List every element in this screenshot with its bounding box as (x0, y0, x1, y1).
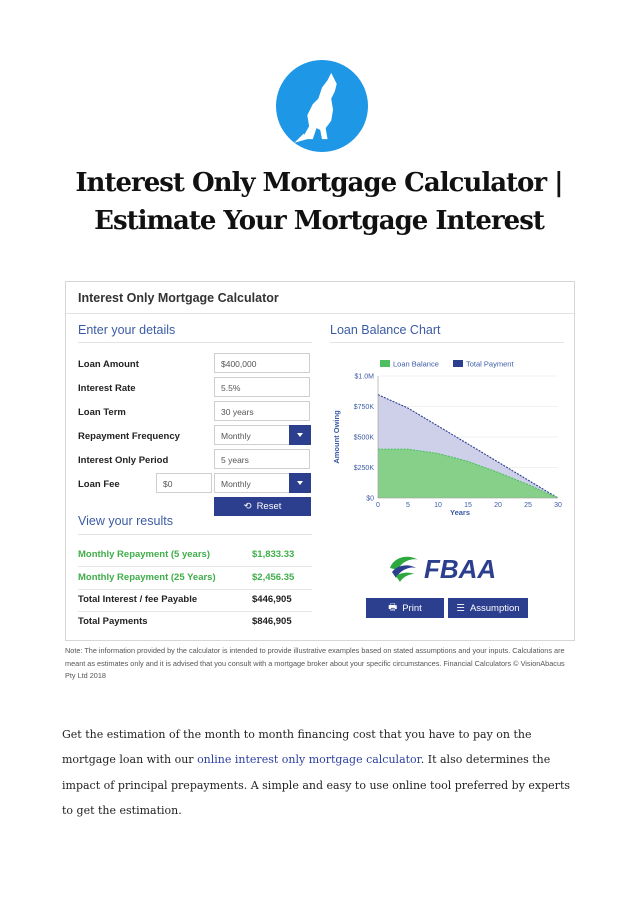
x-tick-label: 5 (406, 502, 410, 509)
calculator-header (66, 282, 574, 314)
x-tick-label: 15 (464, 502, 472, 509)
result-divider (78, 611, 312, 612)
result-divider (78, 589, 312, 590)
calculator-panel (65, 281, 575, 641)
loan-amount-label: Loan Amount (78, 359, 139, 370)
y-tick-label: $0 (366, 495, 374, 503)
repayment-frequency-label: Repayment Frequency (78, 431, 180, 442)
fbaa-logo-text: FBAA (424, 554, 497, 584)
repayment-frequency-dropdown-icon[interactable] (289, 425, 311, 445)
x-tick-label: 20 (494, 502, 502, 509)
loan-balance-chart (330, 354, 570, 534)
legend-swatch (453, 360, 463, 367)
reset-button[interactable] (214, 497, 311, 516)
result-value-total-payments: $846,905 (252, 616, 292, 627)
result-value-monthly-25y: $2,456.35 (252, 572, 295, 583)
result-value-monthly-5y: $1,833.33 (252, 549, 295, 560)
legend-swatch (380, 360, 390, 367)
y-tick-label: $1.0M (354, 373, 374, 381)
calculator-title: Interest Only Mortgage Calculator (78, 291, 279, 305)
loan-amount-input[interactable]: $400,000 (214, 353, 310, 373)
result-label-monthly-25y: Monthly Repayment (25 Years) (78, 572, 216, 583)
loan-term-input[interactable]: 30 years (214, 401, 310, 421)
x-tick-label: 0 (376, 502, 380, 509)
fbaa-logo (388, 550, 512, 586)
assumption-button-label: Assumption (469, 602, 520, 614)
result-label-monthly-5y: Monthly Repayment (5 years) (78, 549, 210, 560)
repayment-frequency-select[interactable]: Monthly (214, 425, 290, 445)
y-tick-label: $750K (353, 404, 374, 411)
loan-fee-frequency-dropdown-icon[interactable] (289, 473, 311, 493)
disclaimer-note: Note: The information provided by the calculator is intended to provide illustrative examples based on stated assumptions and your inputs. Calculations are meant as estimates only and it is advised that you consult with a mortgage broker about your specific circumstances. Financial Calculators © VisionAbacus Pty Ltd 2018 (65, 646, 565, 680)
loan-fee-input[interactable]: $0 (156, 473, 212, 493)
list-icon: ☰ (456, 602, 465, 614)
loan-fee-label: Loan Fee (78, 479, 120, 490)
loan-fee-frequency-select[interactable]: Monthly (214, 473, 290, 493)
interest-rate-input[interactable]: 5.5% (214, 377, 310, 397)
interest-only-period-label: Interest Only Period (78, 455, 169, 466)
document-title (20, 164, 618, 240)
y-axis-title: Amount Owing (332, 410, 341, 464)
legend-label: Loan Balance (393, 359, 439, 369)
x-tick-label: 10 (434, 502, 442, 509)
x-tick-label: 25 (524, 502, 532, 509)
results-divider (78, 534, 312, 535)
calculator-link[interactable]: online interest only mortgage calculator (197, 753, 421, 767)
print-icon: 🖶 (388, 602, 398, 613)
result-divider (78, 566, 312, 567)
intro-paragraph (62, 722, 582, 823)
reset-button-label: Reset (256, 501, 282, 512)
paragraph-text-before: Get the estimation of the month to month financing cost that you have to pay on the mortgage loan with our (62, 728, 532, 767)
y-tick-label: $500K (353, 434, 374, 442)
print-button[interactable] (366, 598, 444, 618)
details-divider (78, 342, 312, 343)
result-label-total-payments: Total Payments (78, 616, 148, 627)
interest-rate-label: Interest Rate (78, 383, 136, 394)
result-label-total-interest: Total Interest / fee Payable (78, 594, 198, 605)
document-title-line1: Interest Only Mortgage Calculator | (75, 168, 563, 198)
x-tick-label: 30 (554, 502, 562, 509)
howling-wolf-icon (276, 60, 368, 152)
loan-term-label: Loan Term (78, 407, 126, 418)
result-value-total-interest: $446,905 (252, 594, 292, 605)
chart-divider (330, 342, 564, 343)
details-heading: Enter your details (78, 323, 176, 337)
legend-label: Total Payment (466, 359, 514, 369)
assumption-button[interactable] (448, 598, 528, 618)
reset-icon: ⟲ (243, 501, 252, 512)
x-axis-title: Years (449, 508, 471, 517)
chart-heading: Loan Balance Chart (330, 323, 441, 337)
print-button-label: Print (402, 602, 422, 614)
interest-only-period-input[interactable]: 5 years (214, 449, 310, 469)
y-tick-label: $250K (353, 465, 374, 472)
document-title-line2: Estimate Your Mortgage Interest (94, 206, 544, 236)
chart-areas (378, 395, 558, 498)
chart-legend (380, 360, 514, 369)
results-heading: View your results (78, 514, 173, 528)
paragraph-text-after: . It also determines the impact of principal prepayments. A simple and easy to use online tool preferred by experts to get the estimation. (62, 753, 571, 817)
